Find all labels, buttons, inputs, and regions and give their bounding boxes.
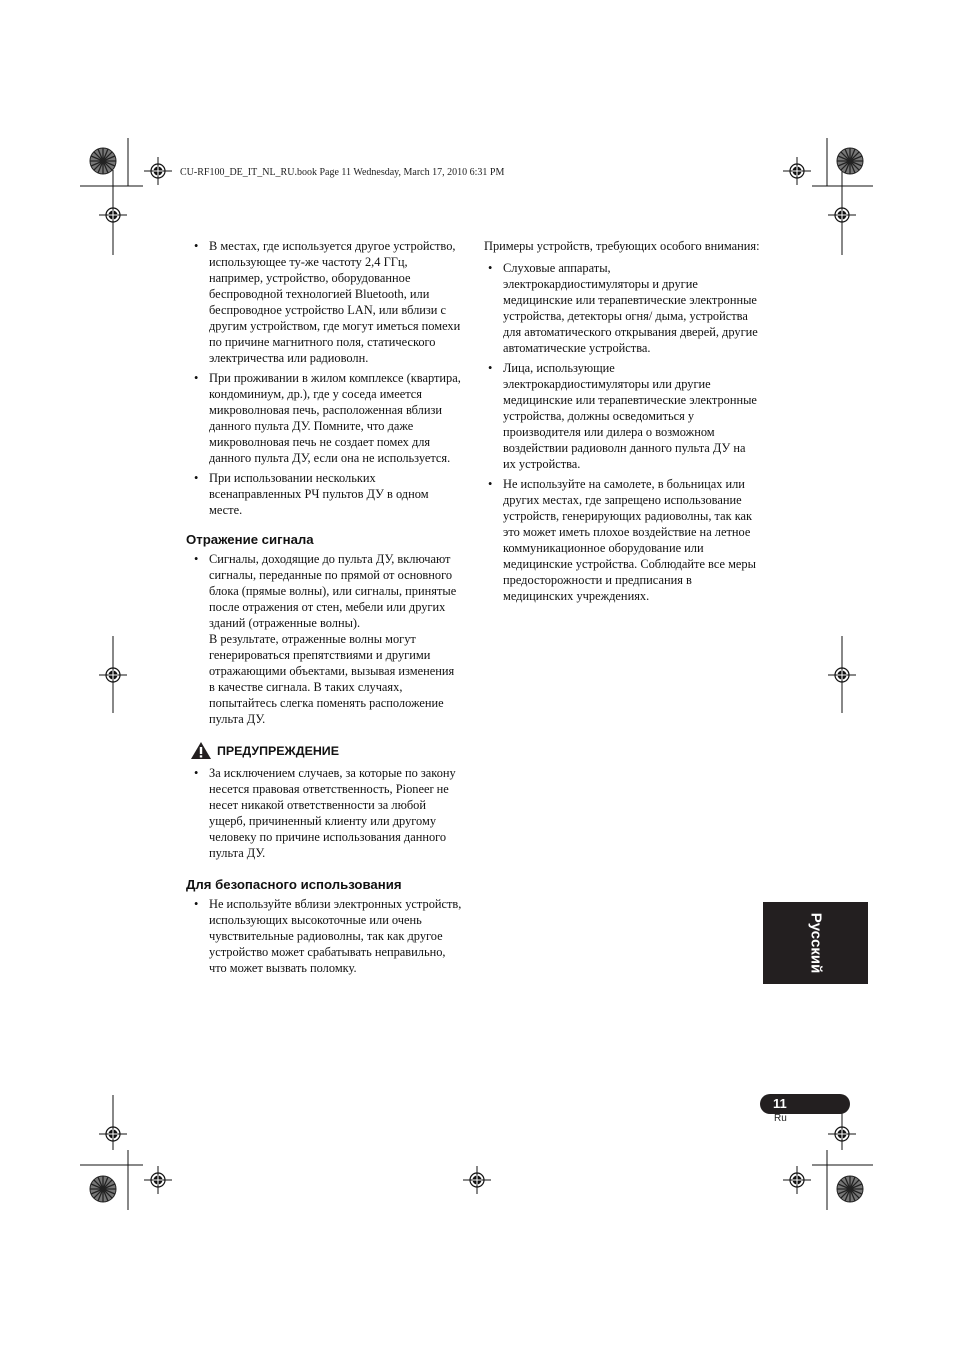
language-tab [763, 902, 868, 984]
devices-intro: Примеры устройств, требующих особого внимания: [484, 239, 760, 253]
devices-bullet-list [484, 260, 760, 604]
page-language: Ru [774, 1113, 787, 1124]
list-item-text: Сигналы, доходящие до пульта ДУ, включают сигналы, переданные по прямой от основного блока (прямые волны), или сигналы, принятые после отражения от стен, мебели или других зданий (отраженные волны). [209, 552, 457, 630]
list-item: • Не используйте вблизи электронных устройств, использующих высокоточные или очень чувствительные радиоволны, так как другое устройство может срабатывать неправильно, что может вызвать поломку. [190, 896, 462, 976]
list-item: • Лица, использующие электрокардиостимуляторы или другие медицинские или терапевтические электронные устройства, должны осведомиться у производителя или дилера о возможном воздействии радиоволн данного пульта ДУ на их устройства. [484, 360, 760, 472]
right-column [484, 238, 760, 608]
list-item: • Слуховые аппараты, электрокардиостимуляторы и другие медицинские или терапевтические электронные устройства, детекторы огня/ дыма, устройства для автоматического открывания дверей, другие автоматические устройства. [484, 260, 760, 356]
intro-bullet-list [190, 238, 462, 518]
list-item-continuation: В результате, отраженные волны могут генерироваться препятствиями и другими отражающими объектами, вызывая изменения в качестве сигнала. В таких случаях, попытайтесь слегка поменять расположение пульта ДУ. [209, 632, 455, 726]
list-item: • При проживании в жилом комплексе (квартира, кондоминиум, др.), где у соседа имеется микроволновая печь, расположенная вблизи данного пульта ДУ. Помните, что даже микроволновая печь не создает помех для данного пульта ДУ, если она не используется. [190, 370, 462, 466]
warning-heading [190, 741, 462, 760]
file-info-header: CU-RF100_DE_IT_NL_RU.book Page 11 Wednesday, March 17, 2010 6:31 PM [180, 167, 505, 178]
left-column [186, 238, 462, 980]
page-number: 11 [760, 1094, 850, 1114]
warning-bullet-list [190, 765, 462, 861]
language-tab-label: Русский [807, 912, 824, 974]
list-item: • За исключением случаев, за которые по закону несется правовая ответственность, Pioneer не несет никакой ответственности за любой ущерб, причиненный клиенту или другому человеку по причине использования данного пульта ДУ. [190, 765, 462, 861]
list-item: • В местах, где используется другое устройство, использующее ту-же частоту 2,4 ГГц, например, устройство, оборудованное беспроводной технологией Bluetooth, или беспроводное устройство LAN, или вблизи с другим устройством, где могут иметься помехи по причине магнитного поля, статического электричества или радиоволн. [190, 238, 462, 366]
safe-use-heading: Для безопасного использования [186, 877, 402, 892]
list-item: • При использовании нескольких всенаправленных РЧ пультов ДУ в одном месте. [190, 470, 462, 518]
list-item [190, 551, 462, 727]
list-item: • Не используйте на самолете, в больницах или других местах, где запрещено использование устройств, генерирующих радиоволны, так как это может иметь плохое воздействие на летное коммуникационное оборудование или медицинские устройства. Соблюдайте все меры предосторожности и предписания в медицинских учреждениях. [484, 476, 760, 604]
safe-use-bullet-list [190, 896, 462, 976]
signal-reflection-heading: Отражение сигнала [186, 532, 314, 547]
signal-bullet-list [190, 551, 462, 727]
warning-title: ПРЕДУПРЕЖДЕНИЕ [217, 743, 339, 758]
warning-triangle-icon [190, 741, 212, 760]
